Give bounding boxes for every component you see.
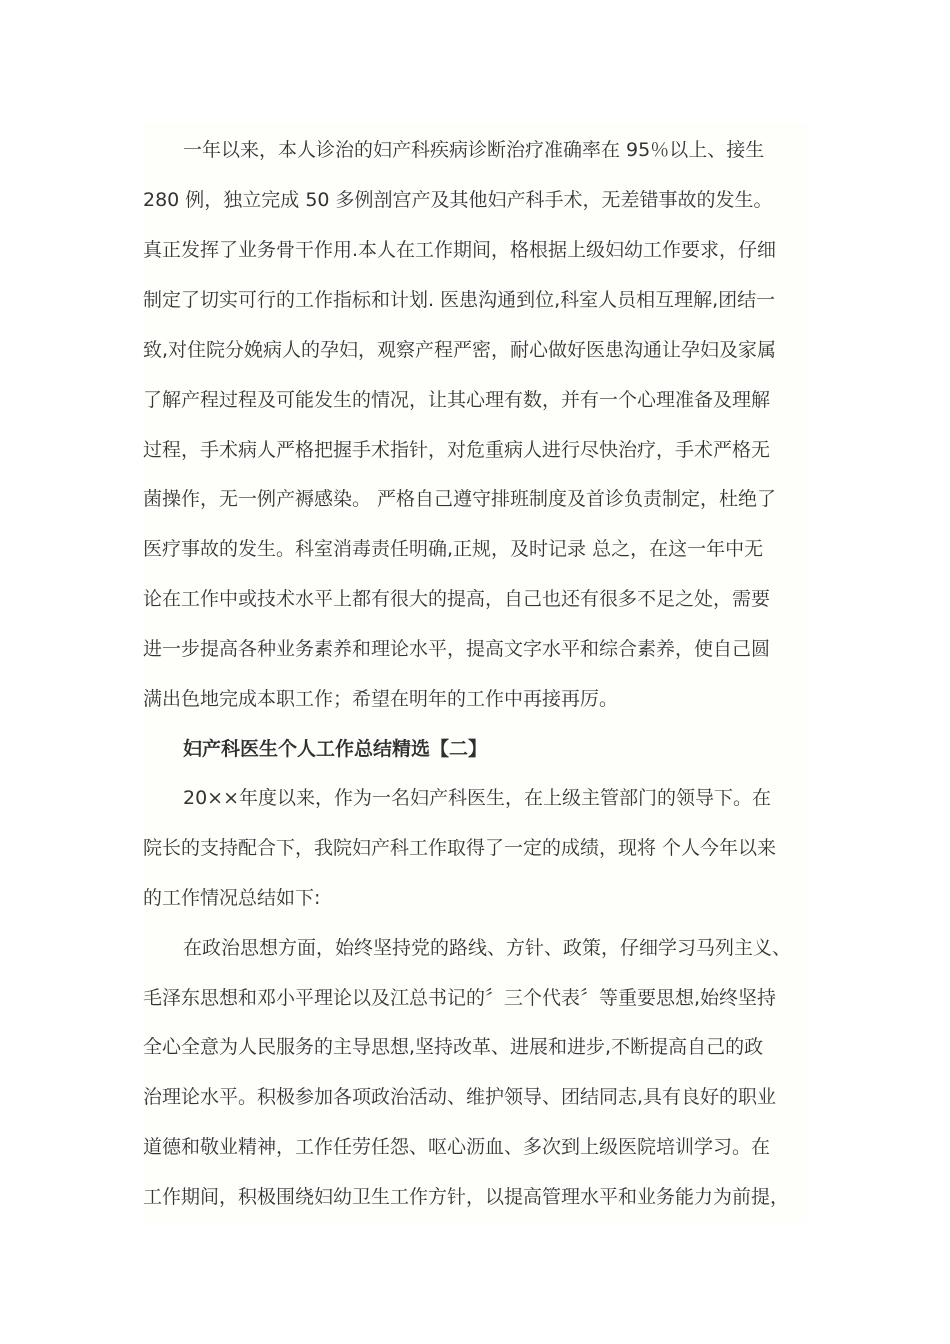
paragraph-1-line-5: 致,对住院分娩病人的孕妇，观察产程严密，耐心做好医患沟通让孕妇及家属 (143, 339, 777, 361)
paragraph-2-line-1: 20××年度以来，作为一名妇产科医生，在上级主管部门的领导下。在 (183, 787, 772, 809)
paragraph-3-line-3: 全心全意为人民服务的主导思想,坚持改革、进展和进步,不断提高自己的政 (143, 1036, 764, 1058)
paragraph-3-line-5: 道德和敬业精神，工作任劳任怨、呕心沥血、多次到上级医院培训学习。在 (143, 1136, 771, 1158)
paragraph-1-line-4: 制定了切实可行的工作指标和计划. 医患沟通到位,科室人员相互理解,团结一 (143, 289, 776, 311)
paragraph-1-line-9: 医疗事故的发生。科室消毒责任明确,正规，及时记录 总之，在这一年中无 (143, 538, 764, 560)
paragraph-1-line-11: 进一步提高各种业务素养和理论水平，提高文字水平和综合素养，使自己圆 (143, 638, 771, 660)
paragraph-1-line-8: 菌操作，无一例产褥感染。 严格自己遵守排班制度及首诊负责制定，杜绝了 (143, 488, 777, 510)
paragraph-1-line-10: 论在工作中或技术水平上都有很大的提高，自己也还有很多不足之处，需要 (143, 588, 771, 610)
paragraph-3-line-6: 工作期间，积极围绕妇幼卫生工作方针，以提高管理水平和业务能力为前提， (143, 1186, 790, 1208)
paragraph-2-line-2: 院长的支持配合下，我院妇产科工作取得了一定的成绩，现将 个人今年以来 (143, 837, 777, 859)
paragraph-3-line-2: 毛泽东思想和邓小平理论以及江总书记的〞三个代表〞等重要思想,始终坚持 (143, 987, 777, 1009)
paragraph-1-line-12: 满出色地完成本职工作；希望在明年的工作中再接再厉。 (143, 688, 619, 710)
paragraph-1-line-6: 了解产程过程及可能发生的情况，让其心理有数，并有一个心理准备及理解 (143, 389, 771, 411)
paragraph-2-line-3: 的工作情况总结如下: (143, 887, 321, 909)
section-heading: 妇产科医生个人工作总结精选【二】 (183, 738, 488, 760)
paragraph-1-line-2: 280 例，独立完成 50 多例剖宫产及其他妇产科手术，无差错事故的发生。 (143, 189, 773, 211)
paragraph-1-line-7: 过程，手术病人严格把握手术指针，对危重病人进行尽快治疗，手术严格无 (143, 439, 771, 461)
paragraph-3-line-4: 治理论水平。积极参加各项政治活动、维护领导、团结同志,具有良好的职业 (143, 1086, 777, 1108)
paragraph-3-line-1: 在政治思想方面，始终坚持党的路线、方针、政策，仔细学习马列主义、 (183, 937, 792, 959)
paragraph-1-line-3: 真正发挥了业务骨干作用.本人在工作期间，格根据上级妇幼工作要求，仔细 (143, 239, 777, 261)
paragraph-1-line-1: 一年以来，本人诊治的妇产科疾病诊断治疗准确率在 95％以上、接生 (183, 139, 765, 161)
